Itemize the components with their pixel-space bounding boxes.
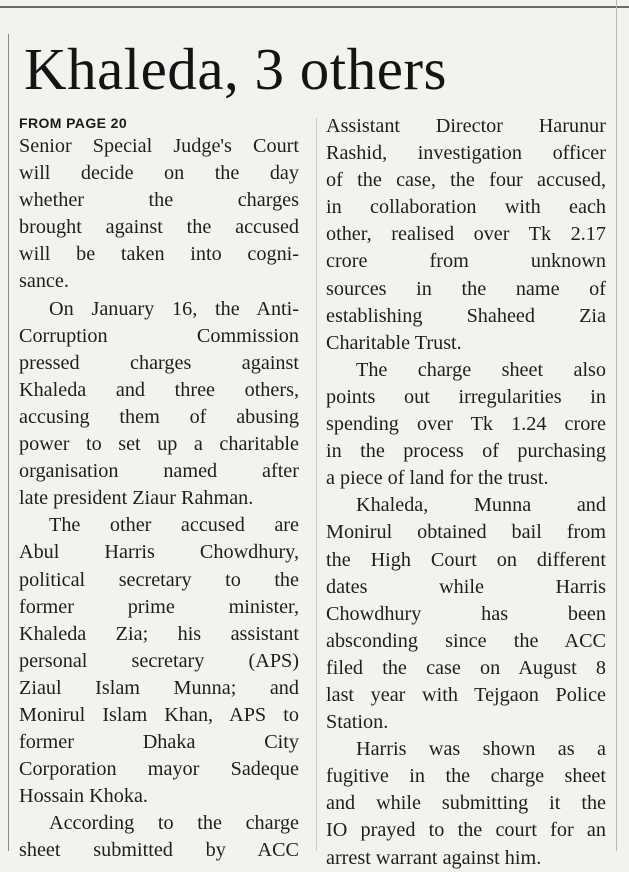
- left-column-text: [19, 133, 299, 865]
- article-text-line: Ziaul Islam Munna; and: [19, 676, 299, 699]
- article-text-line: fugitive in the charge sheet: [326, 765, 606, 788]
- article-text-line: organisation named after: [19, 460, 299, 483]
- column-divider: [316, 118, 317, 851]
- article-text-line: former Dhaka City: [19, 731, 299, 754]
- article-text-line: in collaboration with each: [326, 196, 606, 219]
- article-text-line: whether the charges: [19, 189, 299, 212]
- article-text-line: establishing Shaheed Zia: [326, 304, 606, 327]
- article-text-line: in the process of purchasing: [326, 440, 606, 463]
- article-text-line: According to the charge: [49, 812, 299, 835]
- article-text-line: crore from unknown: [326, 250, 606, 273]
- article-text-line: The charge sheet also: [356, 358, 606, 381]
- article-text-line: sources in the name of: [326, 277, 606, 300]
- right-column-text: [326, 113, 606, 872]
- article-text-line: will decide on the day: [19, 162, 299, 185]
- article-text-line: accusing them of abusing: [19, 405, 299, 428]
- article-text-line: power to set up a charitable: [19, 433, 299, 456]
- article-text-line: Monirul Islam Khan, APS to: [19, 703, 299, 726]
- article-text-line: Assistant Director Harunur: [326, 115, 606, 137]
- article-text-line: sance.: [19, 270, 69, 293]
- article-text-line: pressed charges against: [19, 351, 299, 374]
- article-text-line: late president Ziaur Rahman.: [19, 487, 254, 510]
- right-border-rule: [616, 0, 617, 851]
- article-text-line: Khaleda and three others,: [19, 378, 299, 401]
- article-text-line: former prime minister,: [19, 595, 299, 618]
- article-text-line: personal secretary (APS): [19, 649, 299, 672]
- left-border-rule: [8, 34, 9, 851]
- article-text-line: a piece of land for the trust.: [326, 467, 549, 490]
- article-text-line: Senior Special Judge's Court: [19, 135, 299, 157]
- article-text-line: spending over Tk 1.24 crore: [326, 413, 606, 436]
- right-column: [326, 113, 606, 872]
- article-text-line: Khaleda, Munna and: [356, 494, 606, 517]
- article-text-line: political secretary to the: [19, 568, 299, 591]
- article-text-line: will be taken into cogni-: [19, 243, 299, 266]
- article-text-line: the High Court on different: [326, 548, 606, 571]
- article-text-line: Chowdhury has been: [326, 602, 606, 625]
- article-text-line: On January 16, the Anti-: [49, 297, 299, 320]
- article-text-line: Monirul obtained bail from: [326, 521, 606, 544]
- article-text-line: points out irregularities in: [326, 385, 606, 408]
- article-text-line: Corruption Commission: [19, 324, 299, 347]
- article-text-line: absconding since the ACC: [326, 629, 606, 652]
- article-text-line: filed the case on August 8: [326, 656, 606, 679]
- headline: Khaleda, 3 others: [24, 36, 447, 102]
- article-text-line: other, realised over Tk 2.17: [326, 223, 606, 246]
- article-text-line: The other accused are: [49, 514, 299, 537]
- article-text-line: Charitable Trust.: [326, 331, 462, 354]
- article-text-line: sheet submitted by ACC: [19, 839, 299, 862]
- article-text-line: and while submitting it the: [326, 792, 606, 815]
- article-text-line: brought against the accused: [19, 216, 299, 239]
- article-text-line: Hossain Khoka.: [19, 785, 148, 808]
- left-column: [19, 113, 299, 865]
- article-text-line: IO prayed to the court for an: [326, 819, 606, 842]
- article-text-line: dates while Harris: [326, 575, 606, 598]
- article-text-line: Abul Harris Chowdhury,: [19, 541, 299, 564]
- article-text-line: Corporation mayor Sadeque: [19, 758, 299, 781]
- article-text-line: Rashid, investigation officer: [326, 142, 606, 165]
- article-text-line: of the case, the four accused,: [326, 169, 606, 192]
- article-text-line: Khaleda Zia; his assistant: [19, 622, 299, 645]
- article-text-line: arrest warrant against him.: [326, 846, 542, 869]
- article-text-line: last year with Tejgaon Police: [326, 683, 606, 706]
- article-text-line: Harris was shown as a: [356, 738, 606, 761]
- kicker-from-page: FROM PAGE 20: [19, 115, 128, 131]
- top-rule: [0, 6, 629, 8]
- article-text-line: Station.: [326, 711, 389, 734]
